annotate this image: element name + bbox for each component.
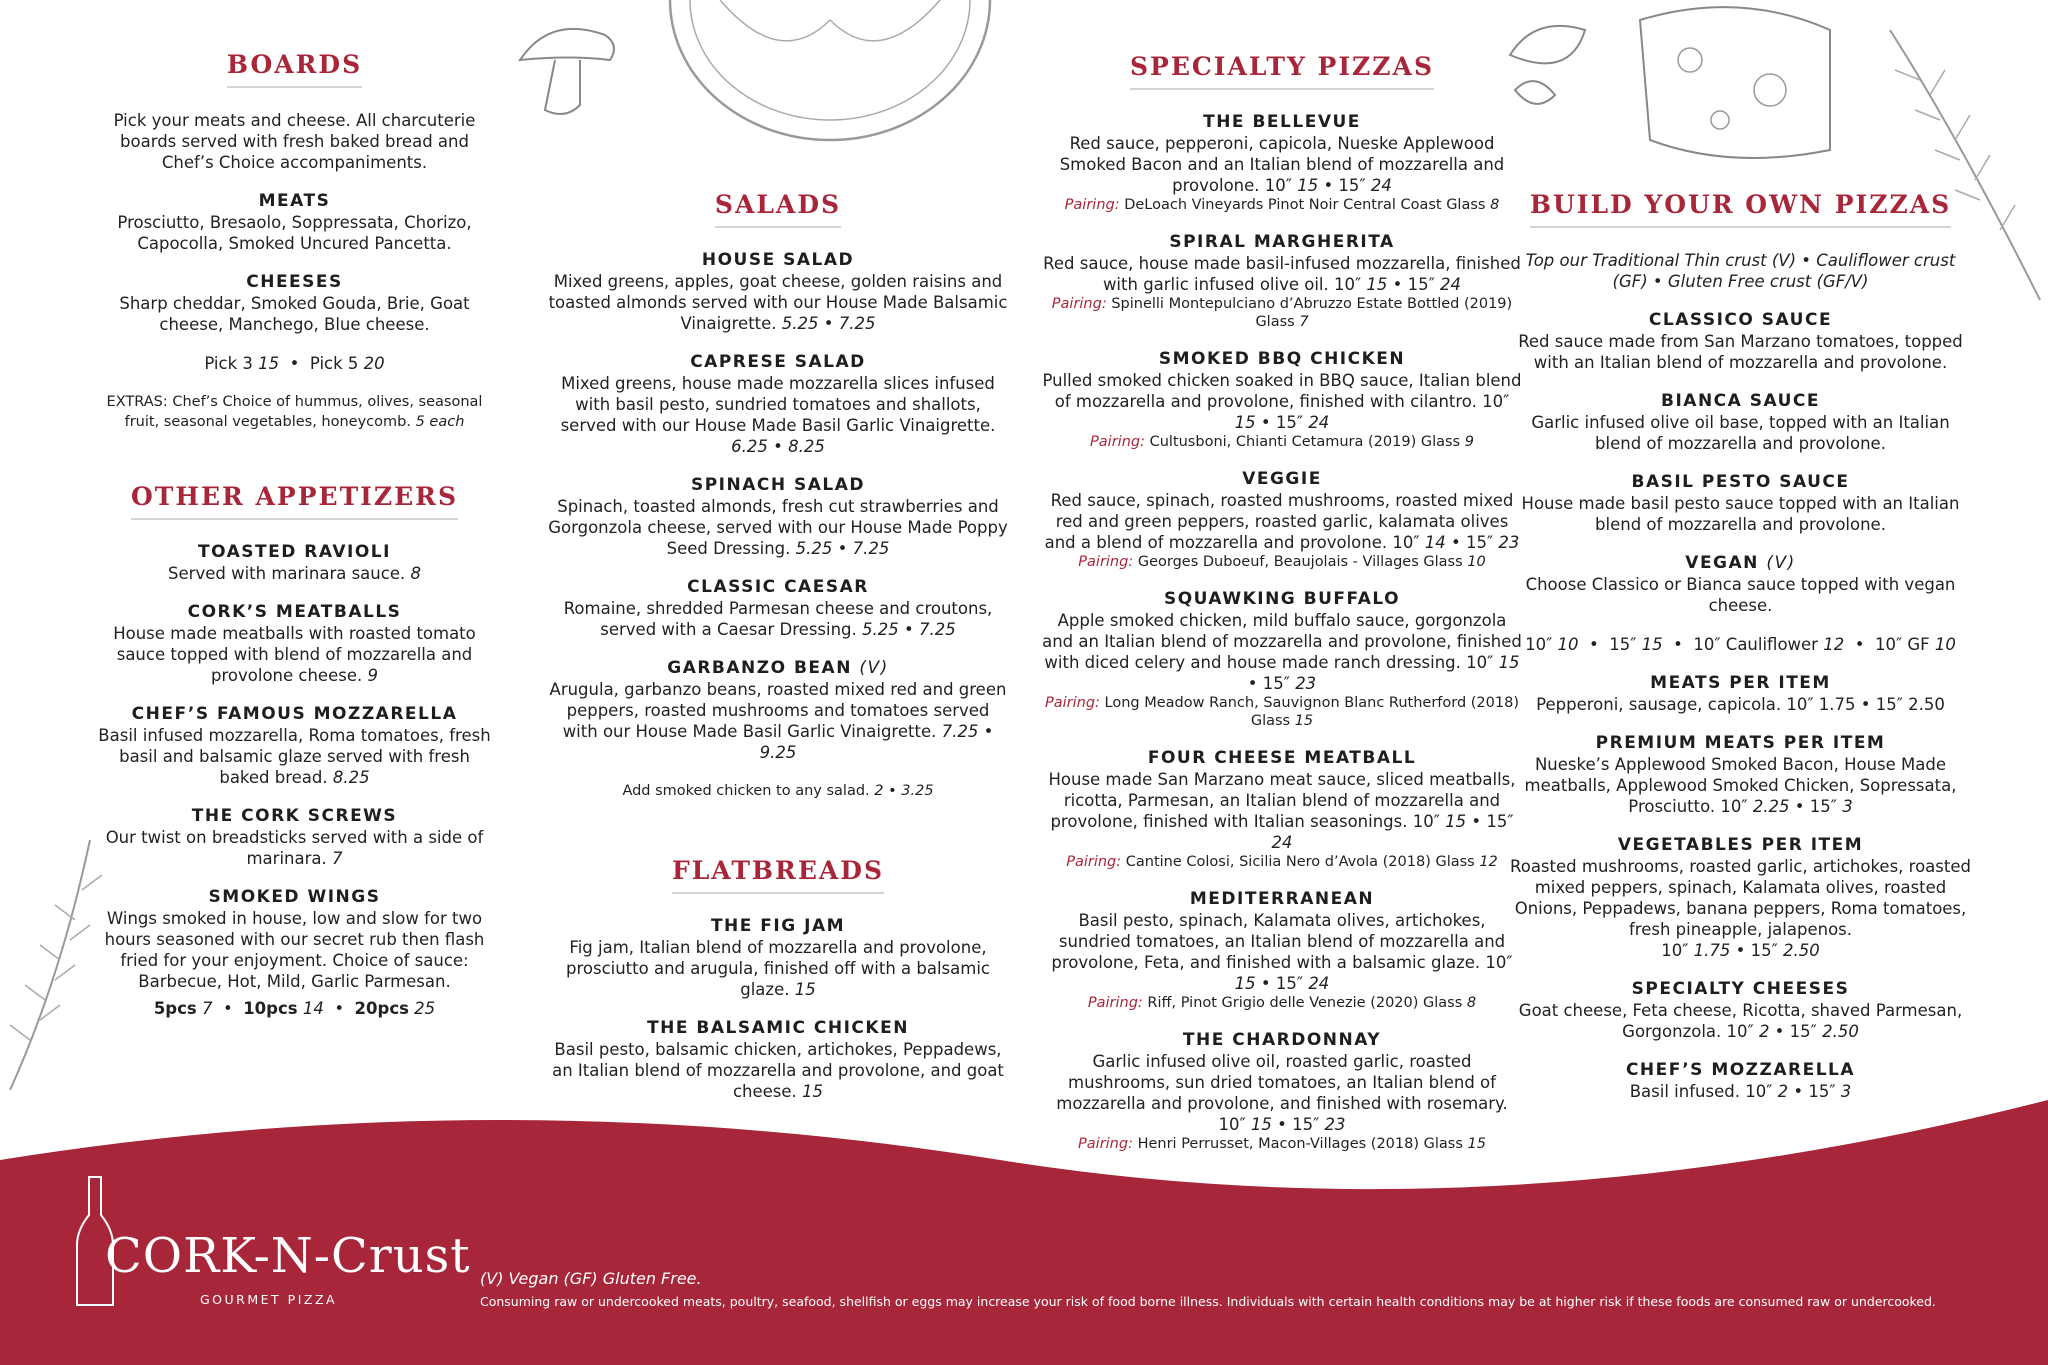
menu-item	[548, 916, 1008, 1000]
item-name: VEGGIE	[1242, 469, 1322, 489]
pick3-price: 15	[258, 354, 280, 373]
menu-item	[548, 475, 1008, 559]
wine-pairing: Pairing: Henri Perrusset, Macon-Villages (2018) Glass 15	[1078, 1136, 1486, 1152]
appetizers-title: OTHER APPETIZERS	[131, 482, 458, 520]
item-name: SPIRAL MARGHERITA	[1169, 232, 1395, 252]
boards-pick-prices: Pick 3 15 • Pick 5 20	[204, 354, 385, 373]
item-name: SMOKED BBQ CHICKEN	[1158, 349, 1406, 369]
pick5-price: 20	[363, 354, 385, 373]
chefs-mozzarella: CHEF’S MOZZARELLA Basil infused. 10″ 2 • 15″ 3	[1625, 1060, 1856, 1101]
specialty-pizza-item	[1042, 1030, 1522, 1153]
item-desc: House made San Marzano meat sauce, sliced meatballs, ricotta, Parmesan, an Italian blend of mozzarella and provolone, finished with Italian seasonings. 10″ 15 • 15″ 24	[1048, 770, 1516, 852]
wings-prices: 5pcs 7 • 10pcs 14 • 20pcs 25	[153, 999, 436, 1018]
bianca-sauce: BIANCA SAUCE Garlic infused olive oil base, topped with an Italian blend of mozzarella and provolone.	[1531, 391, 1950, 453]
column-boards-appetizers	[92, 50, 497, 1037]
boards-cheeses	[92, 272, 497, 335]
item-name: SMOKED WINGS	[208, 887, 381, 907]
menu-item	[548, 352, 1008, 457]
wine-pairing: Pairing: Riff, Pinot Grigio delle Venezie (2020) Glass 8	[1087, 995, 1477, 1011]
diet-legend: (V) Vegan (GF) Gluten Free.	[480, 1269, 702, 1288]
item-name: MEATS	[258, 191, 331, 211]
item-desc: Romaine, shredded Parmesan cheese and croutons, served with a Caesar Dressing. 5.25 • 7.25	[563, 599, 993, 639]
menu-item	[548, 577, 1008, 640]
item-desc: Garlic infused olive oil, roasted garlic, roasted mushrooms, sun dried tomatoes, an Italian blend of mozzarella and provolone, and finished with rosemary. 10″ 15 • 15″ 23	[1056, 1052, 1508, 1134]
item-desc: Pulled smoked chicken soaked in BBQ sauce, Italian blend of mozzarella and provolone, finished with cilantro. 10″ 15 • 15″ 24	[1042, 371, 1522, 432]
item-desc: Basil infused mozzarella, Roma tomatoes, fresh basil and balsamic glaze served with fresh baked bread. 8.25	[98, 726, 491, 787]
classico-sauce: CLASSICO SAUCE Red sauce made from San Marzano tomatoes, topped with an Italian blend of mozzarella and provolone.	[1518, 310, 1963, 372]
specialty-pizza-item	[1042, 589, 1522, 730]
item-desc: Arugula, garbanzo beans, roasted mixed red and green peppers, roasted mushrooms and tomatoes served with our House Made Basil Garlic Vinaigrette. 7.25 • 9.25	[549, 680, 1007, 762]
item-desc: Our twist on breadsticks served with a side of marinara. 7	[105, 828, 484, 868]
wine-pairing: Pairing: Cultusboni, Chianti Cetamura (2019) Glass 9	[1090, 434, 1474, 450]
health-disclaimer: Consuming raw or undercooked meats, poultry, seafood, shellfish or eggs may increase your risk of food borne illness. Individuals with certain health conditions may be at higher risk if these foods are consumed raw or undercooked.	[480, 1294, 1936, 1309]
item-name: THE BALSAMIC CHICKEN	[647, 1018, 909, 1038]
wine-pairing: Pairing: Long Meadow Ranch, Sauvignon Blanc Rutherford (2018) Glass 15	[1045, 695, 1519, 729]
wine-pairing: Pairing: Georges Duboeuf, Beaujolais - Villages Glass 10	[1078, 554, 1486, 570]
wine-pairing: Pairing: Cantine Colosi, Sicilia Nero d’Avola (2018) Glass 12	[1066, 854, 1498, 870]
specialty-pizza-item	[1042, 748, 1522, 871]
item-name: SPINACH SALAD	[690, 475, 866, 495]
build-intro: Top our Traditional Thin crust (V) • Cauliflower crust (GF) • Gluten Free crust (GF/V)	[1525, 251, 1956, 291]
item-name: CHEESES	[246, 272, 343, 292]
item-name: FOUR CHEESE MEATBALL	[1147, 748, 1417, 768]
brand-tagline: GOURMET PIZZA	[200, 1292, 338, 1307]
meats-per-item: MEATS PER ITEM Pepperoni, sausage, capicola. 10″ 1.75 • 15″ 2.50	[1536, 673, 1945, 714]
specialty-pizza-item	[1042, 349, 1522, 451]
specialty-cheeses: SPECIALTY CHEESES Goat cheese, Feta cheese, Ricotta, shaved Parmesan, Gorgonzola. 10″ 2 • 15″ 2.50	[1518, 979, 1963, 1041]
specialty-pizza-item	[1042, 889, 1522, 1012]
item-desc: Prosciutto, Bresaolo, Soppressata, Chorizo, Capocolla, Smoked Uncured Pancetta.	[117, 213, 472, 253]
specialty-pizza-item	[1042, 112, 1522, 214]
premium-meats: PREMIUM MEATS PER ITEM Nueske’s Applewood Smoked Bacon, House Made meatballs, Applewood Smoked Chicken, Sopressata, Prosciutto. 10″ 2.25 • 15″ 3	[1524, 733, 1957, 816]
item-desc: Mixed greens, apples, goat cheese, golden raisins and toasted almonds served with our House Made Balsamic Vinaigrette. 5.25 • 7.25	[548, 272, 1008, 333]
pick5-label: Pick 5	[309, 354, 359, 373]
column-build-your-own	[1508, 190, 1973, 1120]
item-desc: Served with marinara sauce. 8	[168, 564, 421, 583]
item-desc: Fig jam, Italian blend of mozzarella and provolone, prosciutto and arugula, finished off with a balsamic glaze. 15	[565, 938, 990, 999]
salad-addon: Add smoked chicken to any salad. 2 • 3.25	[622, 783, 934, 799]
salads-title: SALADS	[715, 190, 841, 228]
item-name: HOUSE SALAD	[701, 250, 855, 270]
menu-item	[92, 704, 497, 788]
boards-extras	[92, 392, 497, 432]
item-desc: Basil pesto, spinach, Kalamata olives, artichokes, sundried tomatoes, an Italian blend of mozzarella and provolone, Feta, and finished with a balsamic glaze. 10″ 15 • 15″ 24	[1051, 911, 1513, 993]
menu-item	[92, 542, 497, 584]
item-desc: Red sauce, pepperoni, capicola, Nueske Applewood Smoked Bacon and an Italian blend of mozzarella and provolone. 10″ 15 • 15″ 24	[1059, 134, 1505, 195]
column-specialty-pizzas	[1042, 52, 1522, 1171]
specialty-list	[1042, 112, 1522, 1153]
item-desc: Wings smoked in house, low and slow for two hours seasoned with our secret rub then flash fried for your enjoyment. Choice of sauce: Barbecue, Hot, Mild, Garlic Parmesan.	[104, 909, 485, 991]
item-desc: Red sauce, spinach, roasted mushrooms, roasted mixed red and green peppers, roasted garlic, kalamata olives and a blend of mozzarella and provolone. 10″ 14 • 15″ 23	[1044, 491, 1520, 552]
menu-item	[548, 1018, 1008, 1102]
flatbreads-title: FLATBREADS	[672, 856, 884, 894]
specialty-pizza-item	[1042, 469, 1522, 571]
menu-item	[92, 806, 497, 869]
wine-pairing: Pairing: DeLoach Vineyards Pinot Noir Central Coast Glass 8	[1064, 197, 1500, 213]
brand-logo-text: CORK-N-Crust	[105, 1228, 471, 1284]
menu-item	[548, 658, 1008, 763]
vegan-option: VEGAN (V) Choose Classico or Bianca sauce topped with vegan cheese.	[1525, 553, 1956, 615]
vegetables-per-item: VEGETABLES PER ITEM Roasted mushrooms, roasted garlic, artichokes, roasted mixed peppers, spinach, Kalamata olives, roasted Onions, Peppadews, banana peppers, Roma tomatoes, fresh pineapple, jalapenos. 10″ 1.75 • 15″ 2.50	[1510, 835, 1971, 960]
item-name: MEDITERRANEAN	[1189, 889, 1375, 909]
item-name: SQUAWKING BUFFALO	[1163, 589, 1401, 609]
item-name: CLASSIC CAESAR	[687, 577, 869, 597]
item-name: THE CORK SCREWS	[191, 806, 398, 826]
specialty-pizza-item	[1042, 232, 1522, 331]
wine-pairing: Pairing: Spinelli Montepulciano d’Abruzzo Estate Bottled (2019) Glass 7	[1051, 296, 1513, 330]
build-size-prices: 10″ 10 • 15″ 15 • 10″ Cauliflower 12 • 10″ GF 10	[1525, 635, 1956, 654]
mushroom-illustration	[510, 15, 625, 125]
item-desc: House made meatballs with roasted tomato sauce topped with blend of mozzarella and provolone cheese. 9	[113, 624, 476, 685]
boards-intro: Pick your meats and cheese. All charcuterie boards served with fresh baked bread and Chef’s Choice accompaniments.	[113, 111, 476, 172]
item-desc: Red sauce, house made basil-infused mozzarella, finished with garlic infused olive oil. 10″ 15 • 15″ 24	[1043, 254, 1521, 294]
extras-text: EXTRAS: Chef’s Choice of hummus, olives, seasonal fruit, seasonal vegetables, honeycomb.	[106, 394, 483, 430]
column-salads-flatbreads	[548, 190, 1008, 1120]
menu-item	[92, 602, 497, 686]
item-name: TOASTED RAVIOLI	[198, 542, 391, 562]
build-title: BUILD YOUR OWN PIZZAS	[1530, 190, 1951, 228]
item-name: CORK’S MEATBALLS	[187, 602, 402, 622]
basil-pesto-sauce: BASIL PESTO SAUCE House made basil pesto sauce topped with an Italian blend of mozzarella and provolone.	[1521, 472, 1960, 534]
item-name: THE CHARDONNAY	[1182, 1030, 1382, 1050]
pick3-label: Pick 3	[204, 354, 253, 373]
item-desc: Spinach, toasted almonds, fresh cut strawberries and Gorgonzola cheese, served with our House Made Poppy Seed Dressing. 5.25 • 7.25	[548, 497, 1008, 558]
item-name: GARBANZO BEAN (V)	[667, 658, 889, 678]
pizza-illustration	[660, 0, 1000, 150]
item-desc: Apple smoked chicken, mild buffalo sauce, gorgonzola and an Italian blend of mozzarella and provolone, finished with diced celery and house made ranch dressing. 10″ 15 • 15″ 23	[1042, 611, 1522, 693]
menu-item	[92, 887, 497, 1019]
item-name: THE BELLEVUE	[1203, 112, 1361, 132]
item-name: THE FIG JAM	[710, 916, 846, 936]
boards-title: BOARDS	[227, 50, 362, 88]
cheese-illustration	[1620, 0, 1850, 170]
extras-price: 5 each	[415, 414, 465, 430]
item-name: CHEF’S FAMOUS MOZZARELLA	[131, 704, 458, 724]
item-desc: Mixed greens, house made mozzarella slices infused with basil pesto, sundried tomatoes and shallots, served with our House Made Basil Garlic Vinaigrette. 6.25 • 8.25	[560, 374, 996, 456]
item-desc: Basil pesto, balsamic chicken, artichokes, Peppadews, an Italian blend of mozzarella and provolone, and goat cheese. 15	[552, 1040, 1004, 1101]
boards-meats	[92, 191, 497, 254]
item-name: CAPRESE SALAD	[690, 352, 866, 372]
menu-item	[548, 250, 1008, 334]
specialty-title: SPECIALTY PIZZAS	[1130, 52, 1434, 90]
item-desc: Sharp cheddar, Smoked Gouda, Brie, Goat cheese, Manchego, Blue cheese.	[119, 294, 470, 334]
